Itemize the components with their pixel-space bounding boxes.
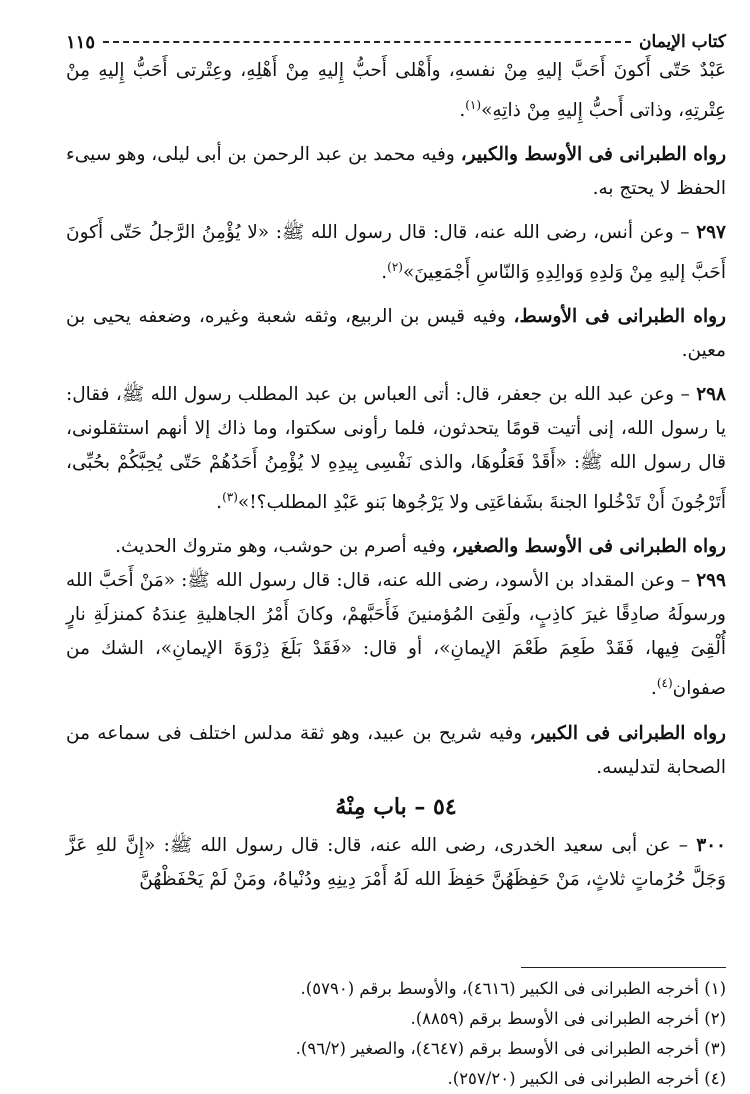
footnote-ref: (٣) <box>222 490 238 505</box>
source-note: رواه الطبرانى فى الأوسط، وفيه قيس بن الربيع، وثقه شعبة وغيره، وضعفه يحيى بن معين. <box>66 306 726 362</box>
hadith-number: ٢٩٩ <box>696 570 726 592</box>
footnote: (١) أخرجه الطبرانى فى الكبير (٤٦١٦)، والأوسط برقم (٥٧٩٠). <box>300 978 726 998</box>
hadith-number: ٢٩٨ <box>696 384 726 406</box>
footnote-ref: (٢) <box>387 260 403 275</box>
source-note: رواه الطبرانى فى الأوسط والكبير، وفيه محمد بن عبد الرحمن بن أبى ليلى، وهو سيىء الحفظ لا يحتج به. <box>66 144 726 200</box>
hadith-number: ٢٩٧ <box>696 222 726 244</box>
header-rule <box>103 41 631 43</box>
footnote-ref: (١) <box>465 98 482 112</box>
hadith-297: ٢٩٧ – وعن أنس، رضى الله عنه، قال: قال رسول الله ﷺ: «لا يُؤْمِنُ الرَّجلُ حَتّى أَكونَ أَحَبَّ إليهِ مِنْ وَلدِهِ وَوالِدِهِ وَالنّاسِ أَجْمَعِينَ»$^{(٢)}$. <box>66 222 726 284</box>
footnote-ref: (٤) <box>656 676 673 691</box>
source-note: رواه الطبرانى فى الكبير، وفيه شريح بن عبيد، وهو ثقة مدلس اختلف فى سماعه من الصحابة لتدليسه. <box>66 722 726 778</box>
hadith-300: ٣٠٠ – عن أبى سعيد الخدرى، رضى الله عنه، قال: قال رسول الله ﷺ: «إِنَّ للهِ عَزَّ وَجَلَّ حُرُماتٍ ثلاثٍ، مَنْ حَفِظَهُنَّ حَفِظَ الله لَهُ أَمْرَ دِينِهِ ودُنْياهُ، ومَنْ لَمْ يَحْفَظْهُنَّ <box>66 834 726 890</box>
footnote: (٢) أخرجه الطبرانى فى الأوسط برقم (٨٨٥٩). <box>410 1008 726 1028</box>
footnotes <box>66 974 726 1094</box>
running-header <box>66 30 726 54</box>
footnote: (٤) أخرجه الطبرانى فى الكبير (٢٥٧/٢٠). <box>447 1068 726 1088</box>
paragraph-continuation: عَبْدٌ حَتّى أَكونَ أَحَبَّ إليهِ مِنْ نفسهِ، وأَهْلى أَحبُّ إِليهِ مِنْ أَهْلِهِ، وعِتْرتى أَحَبُّ إِليهِ مِنْ عِتْرتِهِ، وذاتى أَحبُّ إِليهِ مِنْ ذاتِهِ»$^{(١)}$. <box>66 60 726 122</box>
source-note: رواه الطبرانى فى الأوسط والصغير، وفيه أصرم بن حوشب، وهو متروك الحديث. <box>115 536 726 558</box>
footnote: (٣) أخرجه الطبرانى فى الأوسط برقم (٤٦٤٧)، والصغير (٩٦/٢). <box>295 1038 726 1058</box>
document-page <box>66 30 726 1091</box>
footnote-separator <box>521 967 726 968</box>
hadith-298: ٢٩٨ – وعن عبد الله بن جعفر، قال: أتى العباس بن عبد المطلب رسول الله ﷺ، فقال: يا رسول الله، إنى أتيت قومًا يتحدثون، فلما رأونى سكتوا، وما ذاك إلا أنهم استثقلونى، قال رسول الله ﷺ: «أَقَدْ فَعَلُوهَا، والذى نَفْسِى بِيدِهِ لا يُؤْمِنُ أَحَدُهُمْ حَتّى يُحِبَّكُمْ بحُبِّى، أَتَرْجُونَ أَنْ تَدْخُلوا الجنةَ بشَفاعَتِى ولا يَرْجُوها بَنو عَبْدِ المطلب؟!»$^{(٣)}$. <box>66 384 726 514</box>
chapter-heading: ٥٤ – باب مِنْهُ <box>335 793 457 820</box>
page-number: ١١٥ <box>66 31 96 53</box>
book-title: كتاب الإيمان <box>639 32 726 52</box>
hadith-number: ٣٠٠ <box>696 834 726 856</box>
hadith-299: ٢٩٩ – وعن المقداد بن الأسود، رضى الله عنه، قال: قال رسول الله ﷺ: «مَنْ أَحَبَّ الله ورسولَهُ صادِقًا غيرَ كاذِبٍ، ولَقِىَ المُؤمنينَ فَأَحَبَّهمْ، وكانَ أَمْرُ الجاهليةِ عِندَهُ كمنزلَةِ نارٍ أُلْقِىَ فِيها، فَقَدْ طَعِمَ طَعْمَ الإيمانِ»، أو قال: «فَقَدْ بَلَغَ ذِرْوَةَ الإيمانِ»، الشك من صفوان$^{(٤)}$. <box>66 570 726 700</box>
